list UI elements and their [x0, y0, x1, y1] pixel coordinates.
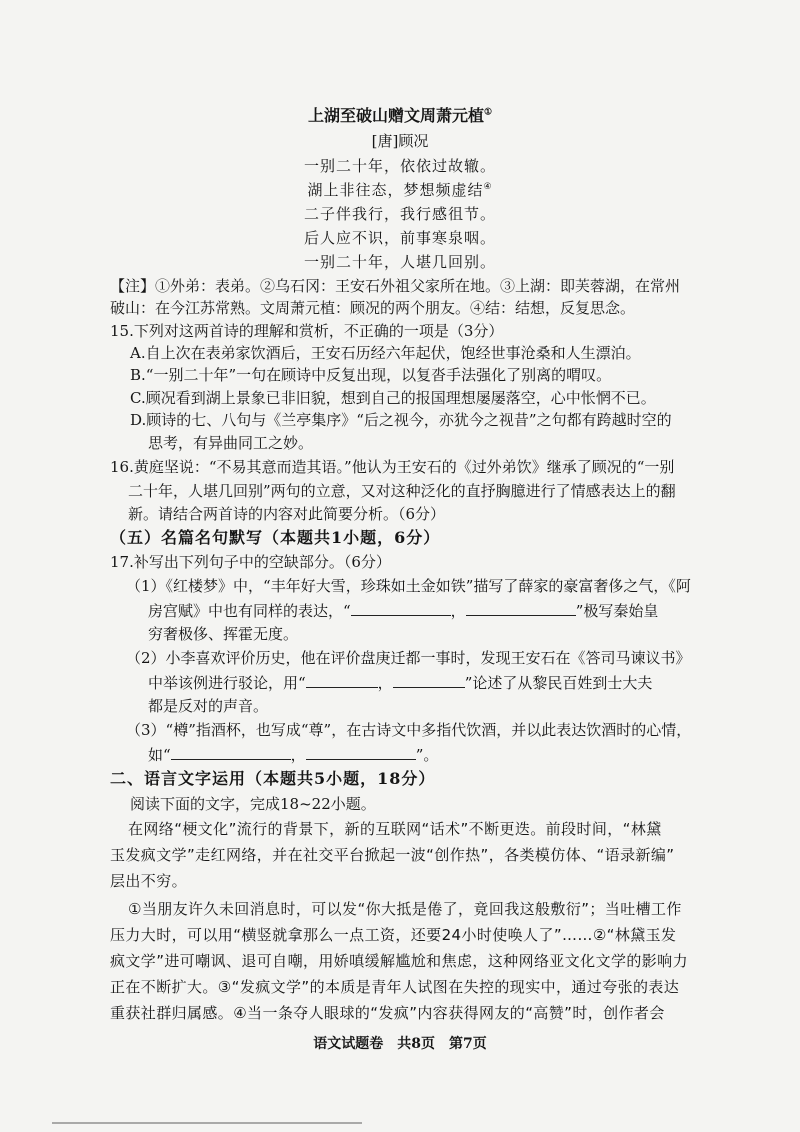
q15-option-b: B.“一别二十年”一句在顾诗中反复出现，以复沓手法强化了别离的喟叹。	[130, 366, 612, 384]
q17-p2-line: 中举该例进行驳论，用“ ， ”论述了从黎民百姓到士大夫	[148, 674, 653, 692]
poem-note: 破山：在今江苏常熟。文周萧元植：顾况的两个朋友。④结：结想，反复思念。	[110, 299, 636, 317]
part2-intro: 阅读下面的文字，完成18~22小题。	[130, 795, 376, 813]
section5-heading: （五）名篇名句默写（本题共1小题，6分）	[110, 528, 441, 547]
passage-line: 层出不穷。	[110, 872, 188, 890]
passage-line: 压力大时，可以用“横竖就拿那么一点工资，还要24小时使唤人了”……②“林黛玉发	[110, 926, 677, 944]
answer-blank[interactable]	[306, 672, 378, 688]
q15-option-c: C.顾况看到湖上景象已非旧貌，想到自己的报国理想屡屡落空，心中怅惘不已。	[130, 389, 656, 407]
answer-blank[interactable]	[171, 744, 291, 760]
passage-line: 重获社群归属感。④当一条夺人眼球的“发疯”内容获得网友的“高赞”时，创作者会	[110, 1004, 665, 1022]
q17-p1-line: 穷奢极侈、挥霍无度。	[148, 625, 299, 643]
part2-heading: 二、语言文字运用（本题共5小题，18分）	[110, 769, 436, 788]
q17-p2-line: 都是反对的声音。	[148, 697, 269, 715]
answer-blank[interactable]	[393, 672, 465, 688]
poem-line: 一别二十年，依依过故辙。	[303, 157, 496, 175]
page-footer: 语文试题卷 共8页 第7页	[313, 1036, 487, 1052]
answer-blank[interactable]	[466, 600, 576, 616]
passage-line: 正在不断扩大。③“发疯文学”的本质是青年人试图在失控的现实中，通过夸张的表达	[110, 978, 680, 996]
q15-option-d-cont: 思考，有异曲同工之妙。	[148, 434, 314, 452]
poem-title	[0, 106, 800, 126]
answer-blank[interactable]	[306, 744, 416, 760]
q15-option-d: D.顾诗的七、八句与《兰亭集序》“后之视今，亦犹今之视昔”之句都有跨越时空的	[130, 411, 672, 429]
poem-line: 一别二十年，人堪几回别。	[303, 253, 496, 271]
poem-author: [唐]顾况	[371, 132, 429, 150]
poem-line: 湖上非往态，梦想频虚结④	[307, 181, 493, 199]
passage-line: ①当朋友许久未回消息时，可以发“你大抵是倦了，竟回我这般敷衍”；当吐槽工作	[128, 900, 682, 918]
scan-artifact-line	[52, 1122, 362, 1124]
q15-stem: 15.下列对这两首诗的理解和赏析，不正确的一项是（3分）	[110, 322, 504, 340]
q16-line: 16.黄庭坚说：“不易其意而造其语。”他认为王安石的《过外弟饮》继承了顾况的“一别	[110, 458, 675, 476]
q17-p3-line: 如“ ， ”。	[148, 746, 439, 764]
q16-line: 新。请结合两首诗的内容对此简要分析。（6分）	[128, 505, 446, 523]
poem-note: 【注】①外弟：表弟。②乌石冈：王安石外祖父家所在地。③上湖：即芙蓉湖，在常州	[110, 277, 681, 295]
q17-p1-line: 房宫赋》中也有同样的表达，“ ， ”极写秦始皇	[148, 602, 659, 620]
poem-line: 后人应不识，前事寒泉咽。	[303, 229, 496, 247]
q17-stem: 17.补写出下列句子中的空缺部分。（6分）	[110, 553, 391, 571]
passage-line: 玉发疯文学”走红网络，并在社交平台掀起一波“创作热”，各类模仿体、“语录新编”	[110, 846, 675, 864]
poem-title-footnote-mark: ①	[483, 107, 493, 118]
q17-p1-line: （1）《红楼梦》中，“丰年好大雪，珍珠如土金如铁”描写了薛家的豪富奢侈之气，《阿	[126, 577, 691, 595]
poem-title-text: 上湖至破山赠文周萧元植	[307, 106, 484, 125]
answer-blank[interactable]	[351, 600, 451, 616]
q15-option-a: A.自上次在表弟家饮酒后，王安石历经六年起伏，饱经世事沧桑和人生漂泊。	[130, 344, 641, 362]
passage-line: 疯文学”进可嘲讽、退可自嘲，用娇嗔缓解尴尬和焦虑，这种网络亚文化文学的影响力	[110, 952, 688, 970]
poem-line: 二子伴我行，我行感徂节。	[303, 205, 496, 223]
q17-p3-line: （3）“樽”指酒杯，也写成“尊”，在古诗文中多指代饮酒，并以此表达饮酒时的心情，	[126, 721, 692, 739]
q17-p2-line: （2）小李喜欢评价历史，他在评价盘庚迁都一事时，发现王安石在《答司马谏议书》	[126, 649, 691, 667]
passage-line: 在网络“梗文化”流行的背景下，新的互联网“话术”不断更迭。前段时间，“林黛	[128, 820, 662, 838]
q16-line: 二十年，人堪几回别”两句的立意，又对这种泛化的直抒胸臆进行了情感表达上的翻	[128, 482, 676, 500]
